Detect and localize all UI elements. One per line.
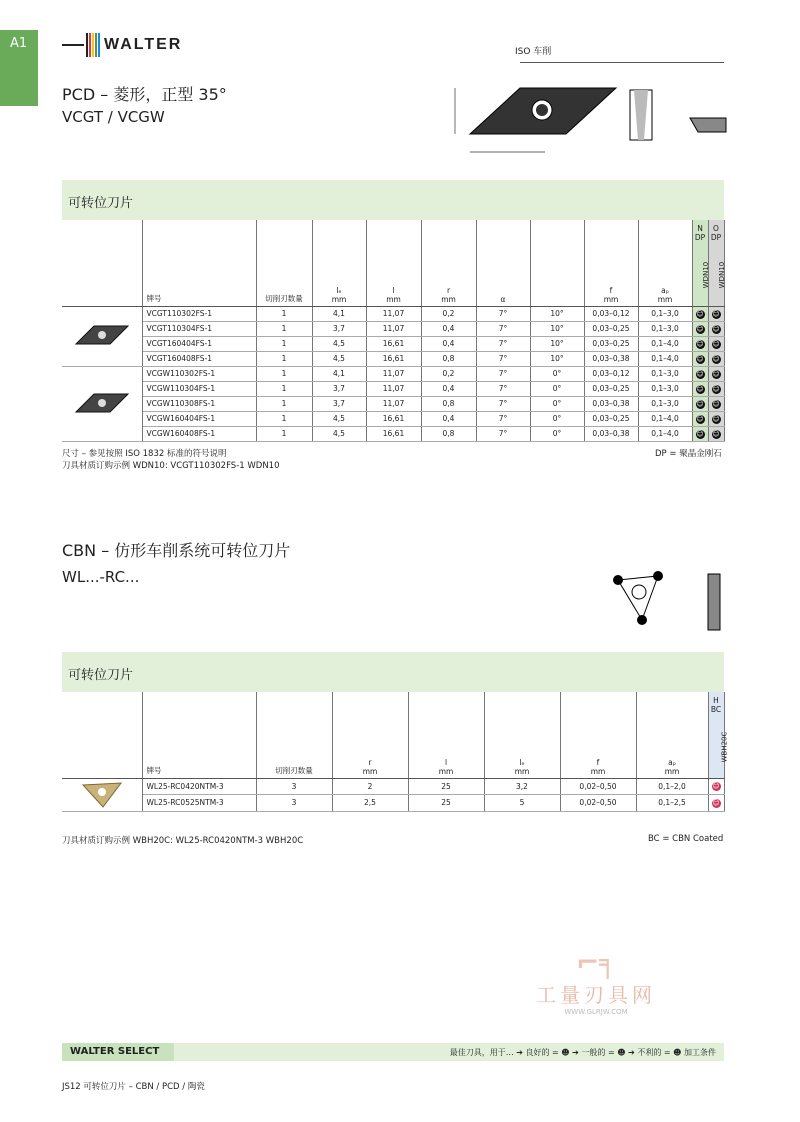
- bc-legend: BC = CBN Coated: [648, 834, 724, 844]
- section2-subtitle: WL...-RC...: [62, 568, 140, 586]
- footer-bar: WALTER SELECT 最佳刀具，用于… ➔ 良好的 = ☻ ➔ 一般的 = ☻ ➔ 不利的 = ☻ 加工条件: [62, 1043, 724, 1061]
- wl-diagram: [600, 562, 730, 642]
- rating-icon: ☺: [712, 798, 720, 807]
- rating-icon: ☺: [696, 399, 704, 408]
- table-row: VCGW160404FS-1 1 4,5 16,61 0,4 7° 0° 0,03–0,25 0,1–4,0 ☺ ☺: [62, 411, 724, 426]
- rating-icon: ☺: [712, 369, 720, 378]
- section-tab: A1: [0, 30, 38, 106]
- table-row: VCGT110304FS-1 1 3,7 11,07 0,4 7° 10° 0,03–0,25 0,1–3,0 ☺ ☺: [62, 321, 724, 336]
- page-footer: JS12 可转位刀片 – CBN / PCD / 陶瓷: [62, 1082, 205, 1092]
- order-example-1: 刀具材质订购示例 WDN10: VCGT110302FS-1 WDN10: [62, 461, 280, 471]
- table-row: VCGW160408FS-1 1 4,5 16,61 0,8 7° 0° 0,03–0,38 0,1–4,0 ☺ ☺: [62, 426, 724, 441]
- rating-icon: ☺: [712, 782, 720, 791]
- rating-icon: ☺: [696, 369, 704, 378]
- table-row: WL25-RC0525NTM-3 3 2,5 25 5 0,02–0,50 0,1–2,5 ☺: [62, 795, 724, 812]
- watermark: ⌐╕ 工量刃具网 WWW.GLRJW.COM: [536, 946, 656, 1016]
- rating-icon: ☺: [712, 399, 720, 408]
- vcgt-diagram: [430, 74, 730, 164]
- section1-band: 可转位刀片: [62, 180, 724, 220]
- rating-icon: ☺: [696, 384, 704, 393]
- table-row: VCGT110302FS-1 1 4,1 11,07 0,2 7° 10° 0,03–0,12 0,1–3,0 ☺ ☺: [62, 306, 724, 321]
- table-row: VCGT160408FS-1 1 4,5 16,61 0,8 7° 10° 0,03–0,38 0,1–4,0 ☺ ☺: [62, 351, 724, 366]
- section2-title: CBN – 仿形车削系统可转位刀片: [62, 541, 291, 560]
- table-row: WL25-RC0420NTM-3 3 2 25 3,2 0,02–0,50 0,1–2,0 ☺: [62, 778, 724, 795]
- vcgt-table: 牌号 切削刃数量 lₑ mm l mm r mm α f mm aₚ mm N DP WDN10 O DP WDN10 VCGT110302FS-1 1 4,1 11,07 0,2 7° 10° 0,03–0,12 0,1–3,0 ☺ ☺ VCGT110304FS-1 1 3,7 11,07 0,4 7° 10° 0,03–0,25 0,1–3,0 ☺ ☺ VCGT160404FS-1 1 4,5 16,61 0,4 7° 10° 0,03–0,25 0,1–4,0 ☺ ☺ VCGT160408FS-1 1 4,5 16,61 0,8 7° 10° 0,03–0,38 0,1–4,0 ☺ ☺ VCGW110302FS-1 1 4,1 11,07 0,2 7° 0° 0,03–0,12 0,1–3,0 ☺ ☺ VCGW110304FS-1 1 3,7 11,07 0,4 7° 0° 0,03–0,25 0,1–3,0 ☺ ☺ VCGW110308FS-1 1 3,7 11,07 0,8 7° 0° 0,03–0,38 0,1–3,0 ☺ ☺ VCGW160404FS-1 1 4,5 16,61 0,4 7° 0° 0,03–0,25 0,1–4,0 ☺ ☺ VCGW160408FS-1 1 4,5 16,61 0,8 7° 0° 0,03–0,38 0,1–4,0 ☺ ☺: [62, 220, 725, 442]
- table-row: VCGT160404FS-1 1 4,5 16,61 0,4 7° 10° 0,03–0,25 0,1–4,0 ☺ ☺: [62, 336, 724, 351]
- rating-icon: ☺: [696, 354, 704, 363]
- rating-icon: ☺: [696, 414, 704, 423]
- rating-icon: ☺: [712, 414, 720, 423]
- table-row: VCGW110304FS-1 1 3,7 11,07 0,4 7° 0° 0,03–0,25 0,1–3,0 ☺ ☺: [62, 381, 724, 396]
- rating-icon: ☺: [712, 339, 720, 348]
- wl-table: 牌号 切削刃数量 r mm l mm lₑ mm f mm aₚ mm H BC WBH20C WL25-RC0420NTM-3 3 2 25 3,2 0,02–0,50 0,1–2,0 ☺ WL25-RC0525NTM-3 3 2,5 25 5 0,02–0,50 0,1–2,5 ☺: [62, 692, 725, 812]
- section2-band: 可转位刀片: [62, 652, 724, 692]
- table-row: VCGW110302FS-1 1 4,1 11,07 0,2 7° 0° 0,03–0,12 0,1–3,0 ☺ ☺: [62, 366, 724, 381]
- rating-icon: ☺: [712, 429, 720, 438]
- section1-subtitle: VCGT / VCGW: [62, 108, 165, 126]
- table-row: VCGW110308FS-1 1 3,7 11,07 0,8 7° 0° 0,03–0,38 0,1–3,0 ☺ ☺: [62, 396, 724, 411]
- order-example-2: 刀具材质订购示例 WBH20C: WL25-RC0420NTM-3 WBH20C: [62, 836, 304, 846]
- rating-icon: ☺: [696, 309, 704, 318]
- dp-legend: DP = 聚晶金刚石: [655, 449, 722, 459]
- rating-icon: ☺: [712, 384, 720, 393]
- section1-title: PCD – 菱形，正型 35°: [62, 85, 227, 104]
- rating-icon: ☺: [696, 429, 704, 438]
- dimension-note: 尺寸 – 参见按照 ISO 1832 标准的符号说明: [62, 449, 227, 459]
- rating-icon: ☺: [696, 339, 704, 348]
- walter-logo: WALTER: [62, 32, 182, 58]
- rating-icon: ☺: [696, 324, 704, 333]
- rating-icon: ☺: [712, 324, 720, 333]
- header-title: ISO 车削: [515, 47, 552, 57]
- rating-icon: ☺: [712, 309, 720, 318]
- rating-icon: ☺: [712, 354, 720, 363]
